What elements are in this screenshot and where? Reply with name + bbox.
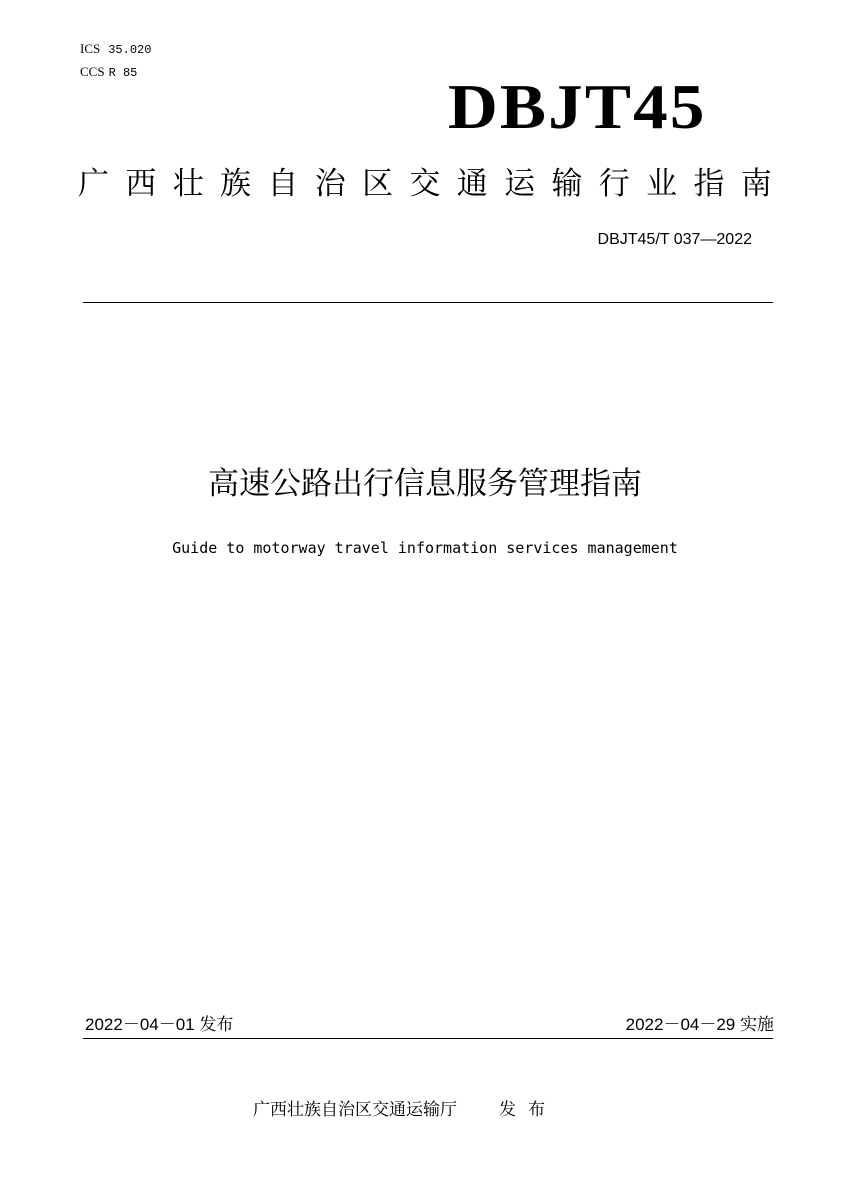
effective-date: 2022－04－29 实施 [625, 1015, 774, 1034]
agency-title-char: 壮 [172, 166, 204, 202]
standard-logo: DBJT45 [448, 71, 707, 142]
ics-classification [80, 41, 151, 58]
agency-title-char: 输 [551, 166, 583, 202]
agency-title [78, 162, 772, 206]
agency-title-char: 广 [78, 166, 109, 202]
document-title-chinese: 高速公路出行信息服务管理指南 [208, 466, 642, 502]
publisher-action: 发布 [499, 1100, 557, 1120]
publish-date: 2022－04－01 发布 [85, 1015, 234, 1034]
document-title-english: Guide to motorway travel information services management [172, 539, 678, 557]
agency-title-char: 指 [693, 166, 725, 202]
ccs-code: R 85 [108, 66, 138, 80]
agency-title-char: 南 [740, 166, 772, 202]
agency-title-char: 自 [267, 166, 299, 202]
agency-title-char: 治 [314, 166, 346, 202]
publisher-name: 广西壮族自治区交通运输厅 [253, 1100, 457, 1120]
agency-title-char: 通 [456, 166, 488, 202]
ccs-label: CCS [80, 64, 105, 79]
bottom-divider [83, 1038, 773, 1039]
agency-title-char: 行 [598, 166, 630, 202]
agency-title-char: 交 [409, 166, 441, 202]
ccs-classification [80, 64, 137, 81]
standard-number: DBJT45/T 037—2022 [597, 231, 752, 248]
publisher-line [253, 1098, 557, 1122]
agency-title-char: 区 [362, 166, 394, 202]
agency-title-char: 西 [125, 166, 157, 202]
ics-code: 35.020 [108, 43, 152, 57]
top-divider [83, 302, 773, 303]
agency-title-char: 运 [504, 166, 536, 202]
ics-label: ICS [80, 41, 101, 56]
agency-title-char: 业 [646, 166, 678, 202]
agency-title-char: 族 [220, 166, 252, 202]
